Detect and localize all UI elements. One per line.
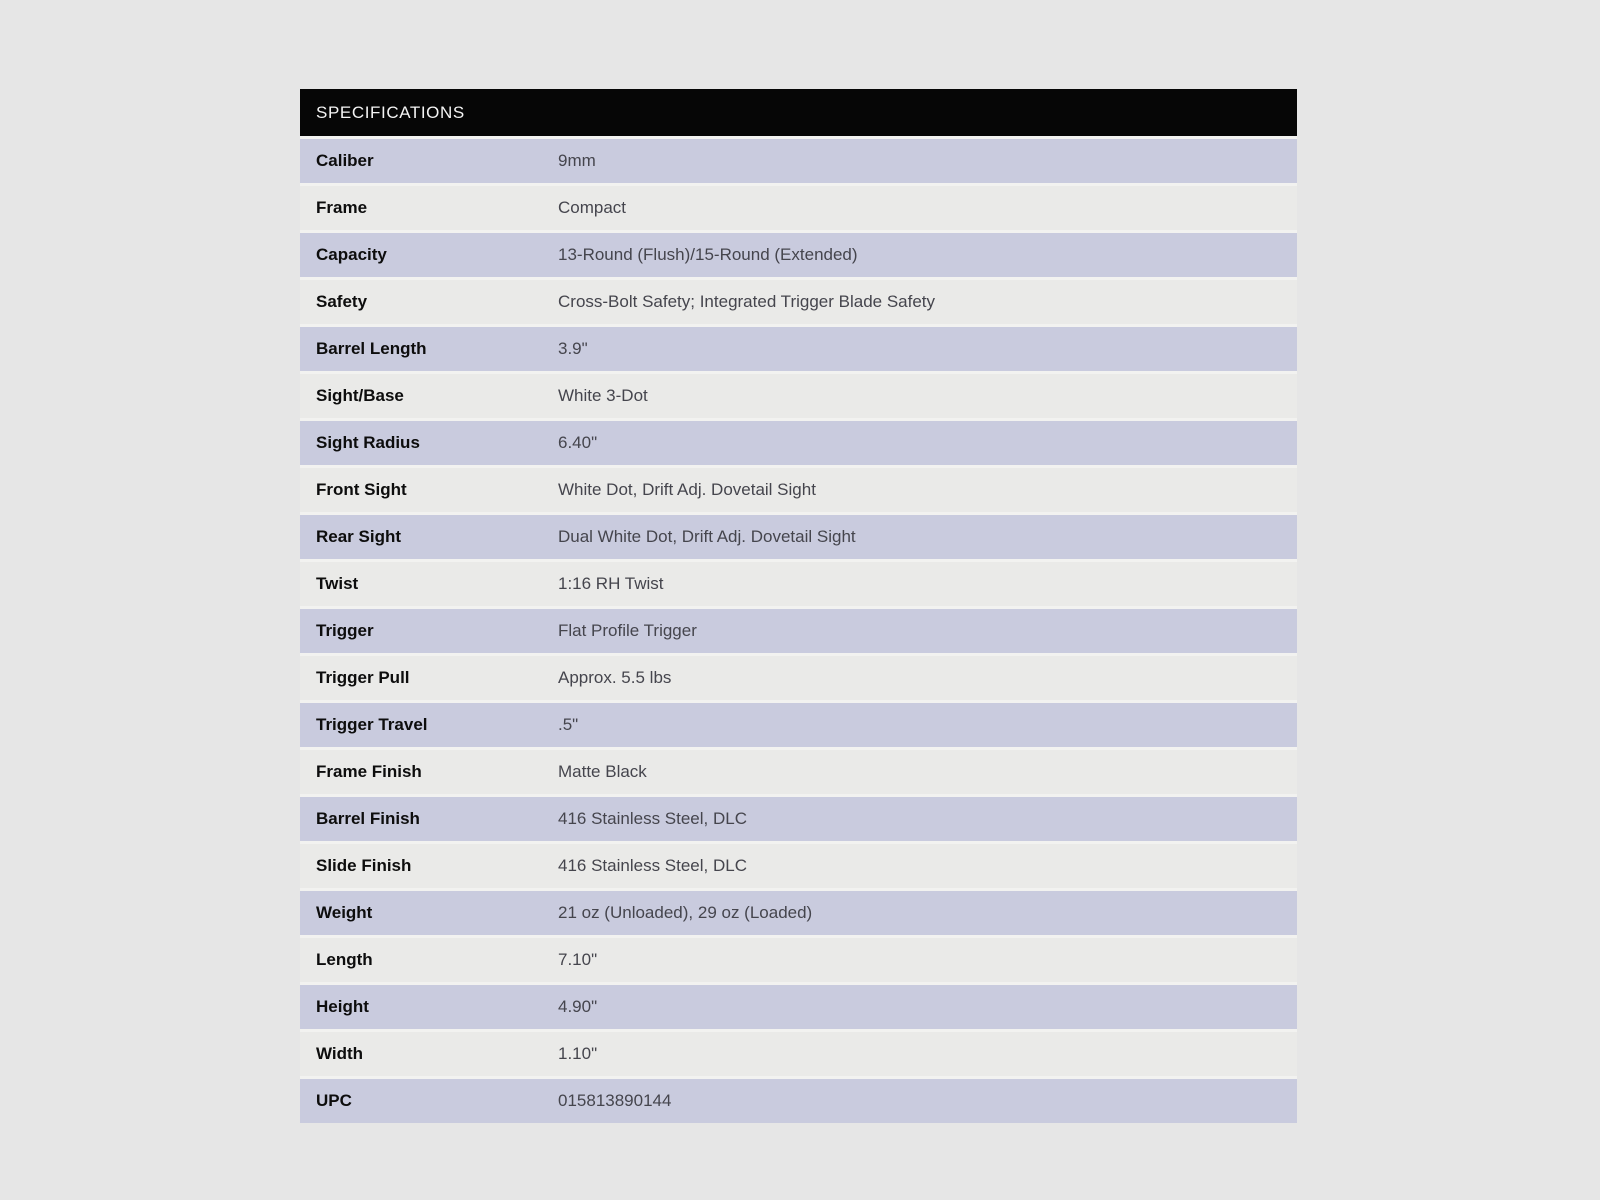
- spec-label: Safety: [316, 292, 368, 311]
- spec-value: 1:16 RH Twist: [558, 574, 664, 593]
- spec-table-row: [300, 844, 1297, 888]
- specifications-table: [300, 89, 1297, 1123]
- spec-value: Dual White Dot, Drift Adj. Dovetail Sight: [558, 527, 856, 546]
- spec-value: 416 Stainless Steel, DLC: [558, 809, 747, 828]
- spec-table-row: [300, 703, 1297, 747]
- spec-label: Barrel Length: [316, 339, 427, 358]
- spec-label: Trigger Travel: [316, 715, 428, 734]
- spec-table-row: [300, 327, 1297, 371]
- spec-value: Matte Black: [558, 762, 647, 781]
- spec-label: Frame: [316, 198, 368, 217]
- spec-value: Approx. 5.5 lbs: [558, 668, 672, 687]
- spec-table-row: [300, 1032, 1297, 1076]
- spec-label: Height: [316, 997, 369, 1016]
- spec-table-row: [300, 656, 1297, 700]
- spec-value: 4.90": [558, 997, 598, 1016]
- spec-table-row: [300, 374, 1297, 418]
- spec-value: 7.10": [558, 950, 598, 969]
- spec-table-row: [300, 515, 1297, 559]
- spec-table-row: [300, 280, 1297, 324]
- spec-label: Length: [316, 950, 373, 969]
- spec-label: Sight Radius: [316, 433, 420, 452]
- spec-table-row: [300, 985, 1297, 1029]
- spec-value: 3.9": [558, 339, 588, 358]
- specifications-title: SPECIFICATIONS: [316, 102, 465, 122]
- spec-value: Flat Profile Trigger: [558, 621, 697, 640]
- spec-table-row: [300, 891, 1297, 935]
- spec-label: Twist: [316, 574, 359, 593]
- spec-value: Cross-Bolt Safety; Integrated Trigger Blade Safety: [558, 292, 936, 311]
- spec-label: Capacity: [316, 245, 387, 264]
- spec-label: Sight/Base: [316, 386, 404, 405]
- spec-value: 1.10": [558, 1044, 598, 1063]
- spec-label: Weight: [316, 903, 373, 922]
- spec-label: Trigger Pull: [316, 668, 410, 687]
- spec-value: 21 oz (Unloaded), 29 oz (Loaded): [558, 903, 813, 922]
- spec-label: Front Sight: [316, 480, 407, 499]
- spec-value: Compact: [558, 198, 627, 217]
- spec-table-row: [300, 233, 1297, 277]
- spec-label: Width: [316, 1044, 364, 1063]
- spec-value: 015813890144: [558, 1091, 672, 1110]
- spec-label: Frame Finish: [316, 762, 422, 781]
- spec-rows-container: [300, 139, 1297, 1123]
- spec-table-row: [300, 938, 1297, 982]
- spec-table-row: [300, 139, 1297, 183]
- spec-value: 9mm: [558, 151, 596, 170]
- spec-table-row: [300, 750, 1297, 794]
- spec-value: White 3-Dot: [558, 386, 648, 405]
- spec-label: Caliber: [316, 151, 374, 170]
- spec-table-row: [300, 468, 1297, 512]
- spec-value: 6.40": [558, 433, 598, 452]
- spec-value: 13-Round (Flush)/15-Round (Extended): [558, 245, 858, 264]
- spec-table-row: [300, 609, 1297, 653]
- spec-label: Rear Sight: [316, 527, 402, 546]
- spec-label: Trigger: [316, 621, 374, 640]
- spec-value: White Dot, Drift Adj. Dovetail Sight: [558, 480, 816, 499]
- spec-label: Slide Finish: [316, 856, 412, 875]
- spec-table-row: [300, 421, 1297, 465]
- spec-table-row: [300, 562, 1297, 606]
- specifications-header: [300, 89, 1297, 136]
- spec-value: 416 Stainless Steel, DLC: [558, 856, 747, 875]
- spec-value: .5": [558, 715, 579, 734]
- spec-label: UPC: [316, 1091, 352, 1110]
- spec-table-row: [300, 797, 1297, 841]
- spec-table-row: [300, 186, 1297, 230]
- spec-table-row: [300, 1079, 1297, 1123]
- spec-label: Barrel Finish: [316, 809, 420, 828]
